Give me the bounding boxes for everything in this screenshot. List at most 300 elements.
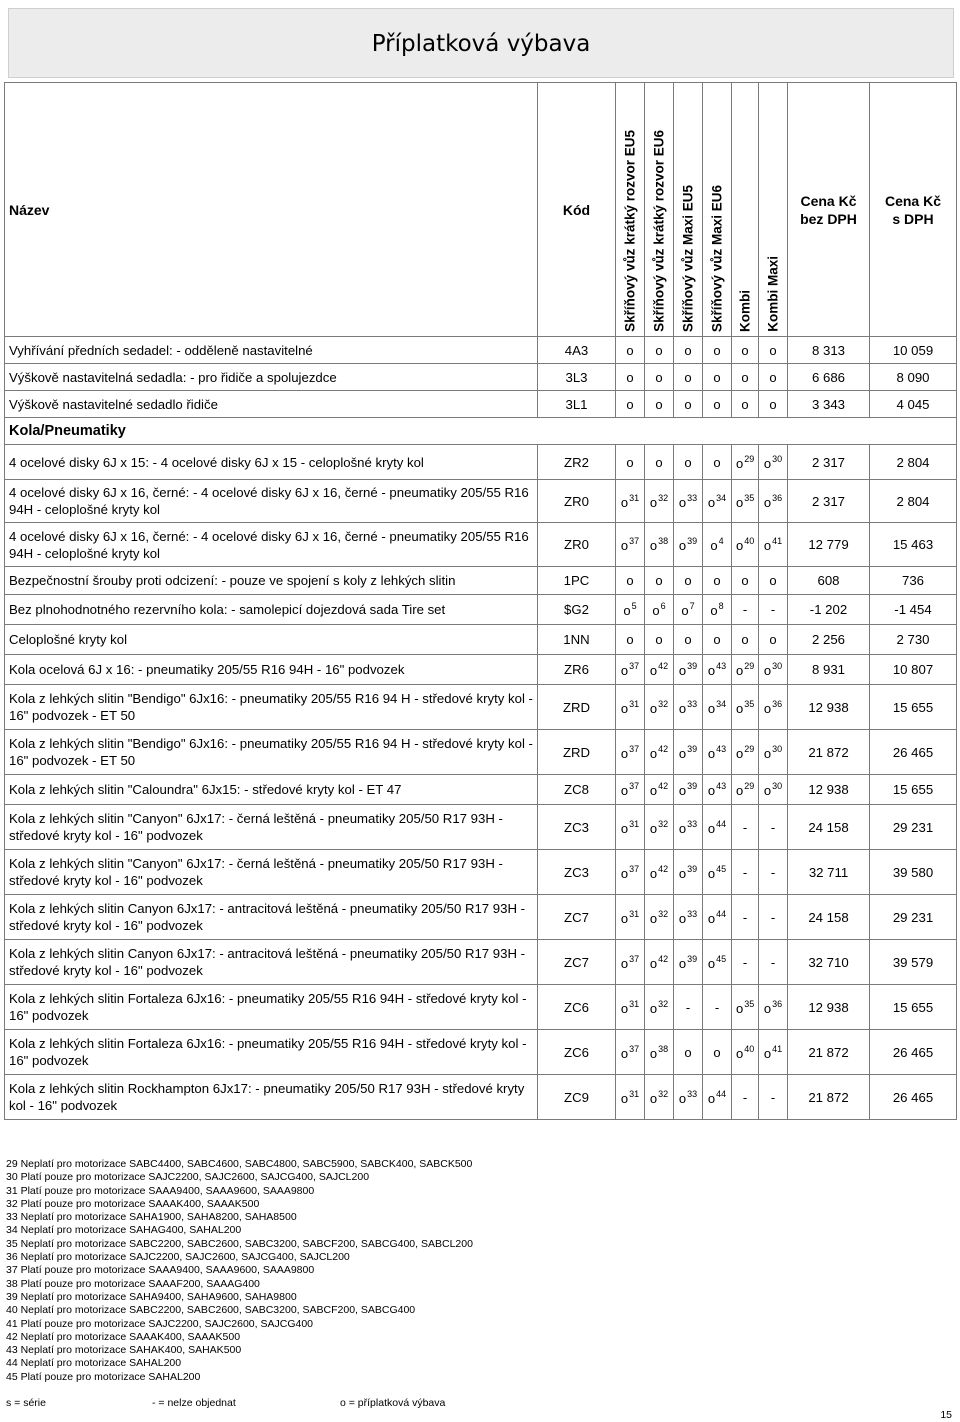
footnote: 39 Neplatí pro motorizace SAHA9400, SAHA9600, SAHA9800 xyxy=(6,1290,297,1303)
item-code: ZR2 xyxy=(538,445,616,480)
availability-cell xyxy=(759,850,788,895)
price-gross: 15 655 xyxy=(870,685,957,730)
availability-cell xyxy=(645,364,674,391)
header-variant xyxy=(703,83,732,337)
table-row xyxy=(5,730,957,775)
availability-cell xyxy=(616,625,645,655)
item-name: Bezpečnostní šrouby proti odcizení: - pouze ve spojení s koly z lehkých slitin xyxy=(5,567,538,595)
availability-cell xyxy=(616,730,645,775)
footnote: 37 Platí pouze pro motorizace SAAA9400, SAAA9600, SAAA9800 xyxy=(6,1264,315,1277)
availability-cell xyxy=(759,685,788,730)
availability-mark: o xyxy=(678,745,687,761)
availability-mark: o xyxy=(713,369,721,385)
availability-mark: o xyxy=(649,783,658,798)
availability-cell xyxy=(674,685,703,730)
availability-mark: o xyxy=(655,396,663,412)
availability-cell xyxy=(645,567,674,595)
footnote-ref: 39 xyxy=(687,536,698,546)
availability-cell xyxy=(645,685,674,730)
availability-cell xyxy=(759,364,788,391)
availability-cell xyxy=(645,985,674,1030)
availability-cell xyxy=(645,1030,674,1075)
availability-cell xyxy=(645,1075,674,1120)
footnote: 40 Neplatí pro motorizace SABC2200, SABC2600, SABC3200, SABCF200, SABCG400 xyxy=(6,1304,416,1317)
availability-cell xyxy=(759,1075,788,1120)
availability-mark: o xyxy=(626,369,634,385)
availability-mark: o xyxy=(655,573,663,588)
availability-mark: o xyxy=(763,494,772,510)
availability-mark: o xyxy=(707,865,716,881)
footnote-ref: 32 xyxy=(658,818,669,829)
availability-cell xyxy=(732,805,759,850)
table-row xyxy=(5,775,957,805)
price-net: 21 872 xyxy=(788,1075,870,1120)
header-variant-label: Skříňový vůz krátký rozvor EU6 xyxy=(651,130,667,332)
price-net: 2 317 xyxy=(788,480,870,523)
item-code: ZRD xyxy=(538,730,616,775)
availability-mark: o xyxy=(713,454,721,470)
item-name: Kola z lehkých slitin "Canyon" 6Jx17: - černá leštěná - pneumatiky 205/50 R17 93H - středové kryty kol - 16" podvozek xyxy=(5,805,538,850)
availability-mark: o xyxy=(710,603,718,618)
availability-mark: o xyxy=(649,1045,658,1061)
footnote-ref: 43 xyxy=(716,781,727,791)
availability-mark: o xyxy=(741,573,749,588)
price-net: 6 686 xyxy=(788,364,870,391)
header-price-net-line1: Cena Kč xyxy=(800,192,857,209)
footnote-ref: 5 xyxy=(631,601,637,611)
availability-cell xyxy=(645,850,674,895)
table-row xyxy=(5,655,957,685)
price-net: 32 710 xyxy=(788,940,870,985)
table-row xyxy=(5,685,957,730)
availability-cell xyxy=(732,730,759,775)
footnote-ref: 33 xyxy=(687,492,698,503)
availability-mark: o xyxy=(649,494,658,510)
footnote-ref: 6 xyxy=(660,601,666,611)
availability-cell xyxy=(703,805,732,850)
availability-mark: o xyxy=(620,820,629,836)
footnote-ref: 38 xyxy=(658,536,669,546)
header-code: Kód xyxy=(538,83,616,337)
availability-cell xyxy=(703,523,732,567)
availability-mark: o xyxy=(707,1090,716,1106)
footnote-ref: 39 xyxy=(687,953,698,964)
availability-mark: o xyxy=(736,700,744,716)
availability-cell xyxy=(759,480,788,523)
item-code: ZRD xyxy=(538,685,616,730)
availability-mark: o xyxy=(620,1090,629,1106)
footnote-ref: 45 xyxy=(716,863,727,874)
footnotes xyxy=(6,1158,473,1384)
footnote-ref: 33 xyxy=(687,908,698,919)
availability-mark: - xyxy=(770,819,776,835)
footnote-ref: 31 xyxy=(629,908,640,919)
footnote-ref: 40 xyxy=(744,536,755,546)
footnote-ref: 31 xyxy=(629,1088,640,1099)
availability-cell xyxy=(703,337,732,364)
availability-mark: o xyxy=(736,783,744,798)
header-variant xyxy=(732,83,759,337)
availability-cell xyxy=(759,625,788,655)
footnote: 41 Platí pouze pro motorizace SAJC2200, SAJC2600, SAJCG400 xyxy=(6,1317,314,1330)
availability-cell xyxy=(674,940,703,985)
footnote-ref: 7 xyxy=(689,601,695,611)
availability-mark: o xyxy=(713,1044,721,1060)
table-row xyxy=(5,480,957,523)
availability-mark: - xyxy=(685,999,691,1015)
footnote-ref: 37 xyxy=(629,781,640,791)
availability-mark: o xyxy=(626,454,634,470)
availability-mark: o xyxy=(678,783,687,798)
footnote-ref: 42 xyxy=(658,661,669,671)
availability-mark: o xyxy=(678,910,687,926)
availability-cell xyxy=(732,445,759,480)
availability-cell xyxy=(732,625,759,655)
footnote-ref: 42 xyxy=(658,953,669,964)
item-code: ZC6 xyxy=(538,1030,616,1075)
table-row xyxy=(5,523,957,567)
footnote-ref: 39 xyxy=(687,863,698,874)
price-gross: 26 465 xyxy=(870,730,957,775)
item-name: 4 ocelové disky 6J x 16, černé: - 4 ocelové disky 6J x 16, černé - pneumatiky 205/55 R16 94H - celoplošné kryty kol xyxy=(5,523,538,567)
item-name: Kola z lehkých slitin Fortaleza 6Jx16: - pneumatiky 205/55 R16 94H - středové kryty kol - 16" podvozek xyxy=(5,985,538,1030)
table-row xyxy=(5,445,957,480)
availability-mark: o xyxy=(710,538,718,553)
price-gross: 26 465 xyxy=(870,1075,957,1120)
availability-cell xyxy=(732,337,759,364)
price-gross: 2 804 xyxy=(870,480,957,523)
table-row xyxy=(5,337,957,364)
header-price-gross xyxy=(870,83,957,337)
availability-cell xyxy=(645,480,674,523)
footnote-ref: 32 xyxy=(658,998,669,1009)
availability-mark: o xyxy=(713,632,721,647)
item-code: ZR6 xyxy=(538,655,616,685)
availability-mark: - xyxy=(742,602,748,617)
header-price-gross-line2: s DPH xyxy=(892,210,934,227)
availability-cell xyxy=(616,523,645,567)
availability-cell xyxy=(703,480,732,523)
price-gross: 29 231 xyxy=(870,805,957,850)
header-variant xyxy=(674,83,703,337)
availability-cell xyxy=(703,940,732,985)
item-name: Kola ocelová 6J x 16: - pneumatiky 205/55 R16 94H - 16" podvozek xyxy=(5,655,538,685)
header-price-gross-line1: Cena Kč xyxy=(884,192,942,209)
availability-mark: o xyxy=(652,603,660,618)
item-name: 4 ocelové disky 6J x 16, černé: - 4 ocelové disky 6J x 16, černé - pneumatiky 205/55 R16 94H - celoplošné kryty kol xyxy=(5,480,538,523)
footnote-ref: 36 xyxy=(772,998,783,1009)
availability-cell xyxy=(759,730,788,775)
availability-mark: o xyxy=(736,663,744,678)
availability-mark: o xyxy=(707,910,716,926)
availability-cell xyxy=(732,775,759,805)
availability-mark: o xyxy=(763,1045,772,1061)
price-net: 8 931 xyxy=(788,655,870,685)
availability-cell xyxy=(616,1030,645,1075)
price-net: 12 938 xyxy=(788,985,870,1030)
availability-mark: o xyxy=(763,700,772,716)
footnote-ref: 34 xyxy=(716,492,727,503)
availability-mark: o xyxy=(620,955,629,971)
availability-cell xyxy=(645,391,674,418)
footnote-ref: 33 xyxy=(687,818,698,829)
availability-mark: - xyxy=(770,602,776,617)
availability-cell xyxy=(674,730,703,775)
table-body xyxy=(5,337,957,1120)
footnote-ref: 39 xyxy=(687,781,698,791)
availability-mark: o xyxy=(684,632,692,647)
footnote: 35 Neplatí pro motorizace SABC2200, SABC2600, SABC3200, SABCF200, SABCG400, SABCL200 xyxy=(6,1237,473,1250)
availability-cell xyxy=(703,595,732,625)
availability-cell xyxy=(616,805,645,850)
price-gross: 39 579 xyxy=(870,940,957,985)
footnote-ref: 36 xyxy=(772,492,783,503)
availability-cell xyxy=(703,685,732,730)
legend-serie: s = série xyxy=(6,1397,46,1409)
item-name: Výškově nastavitelné sedadlo řidiče xyxy=(5,391,538,418)
header-variant-label: Skříňový vůz Maxi EU6 xyxy=(709,184,725,332)
footnote-ref: 37 xyxy=(629,1043,640,1054)
item-name: 4 ocelové disky 6J x 15: - 4 ocelové disky 6J x 15 - celoplošné kryty kol xyxy=(5,445,538,480)
availability-mark: o xyxy=(649,745,658,761)
availability-cell xyxy=(645,805,674,850)
availability-cell xyxy=(732,567,759,595)
footnote: 33 Neplatí pro motorizace SAHA1900, SAHA8200, SAHA8500 xyxy=(6,1211,297,1224)
availability-mark: o xyxy=(736,1000,744,1016)
availability-cell xyxy=(616,337,645,364)
availability-mark: - xyxy=(770,909,776,925)
item-name: Kola z lehkých slitin "Bendigo" 6Jx16: - pneumatiky 205/55 R16 94 H - středové kryty kol - 16" podvozek - ET 50 xyxy=(5,685,538,730)
section-title: Kola/Pneumatiky xyxy=(5,418,957,445)
availability-mark: o xyxy=(769,632,777,647)
footnote-ref: 38 xyxy=(658,1043,669,1054)
availability-mark: o xyxy=(620,783,629,798)
availability-cell xyxy=(732,940,759,985)
item-code: ZC8 xyxy=(538,775,616,805)
page-title: Příplatková výbava xyxy=(371,31,591,57)
availability-mark: o xyxy=(620,910,629,926)
price-gross: 4 045 xyxy=(870,391,957,418)
availability-mark: o xyxy=(684,1044,692,1060)
availability-cell xyxy=(616,940,645,985)
availability-mark: o xyxy=(655,369,663,385)
footnote: 42 Neplatí pro motorizace SAAAK400, SAAAK500 xyxy=(6,1330,241,1343)
footnote-ref: 33 xyxy=(687,1088,698,1099)
footnote: 45 Platí pouze pro motorizace SAHAL200 xyxy=(6,1370,201,1383)
table-row xyxy=(5,850,957,895)
availability-cell xyxy=(616,775,645,805)
availability-cell xyxy=(732,1030,759,1075)
availability-mark: o xyxy=(763,783,772,798)
item-name: Celoplošné kryty kol xyxy=(5,625,538,655)
footnote-ref: 31 xyxy=(629,818,640,829)
footnote-ref: 31 xyxy=(629,698,640,709)
availability-cell xyxy=(645,625,674,655)
availability-cell xyxy=(732,523,759,567)
availability-mark: o xyxy=(707,700,716,716)
availability-mark: o xyxy=(681,603,689,618)
availability-mark: - xyxy=(742,954,748,970)
title-banner xyxy=(8,8,954,78)
availability-cell xyxy=(732,1075,759,1120)
table-row xyxy=(5,1075,957,1120)
availability-cell xyxy=(645,523,674,567)
availability-mark: o xyxy=(626,342,634,358)
price-net: 21 872 xyxy=(788,730,870,775)
availability-mark: o xyxy=(678,865,687,881)
footnote: 34 Neplatí pro motorizace SAHAG400, SAHAL200 xyxy=(6,1224,242,1237)
availability-cell xyxy=(759,1030,788,1075)
availability-mark: - xyxy=(742,1089,748,1105)
availability-mark: o xyxy=(684,342,692,358)
availability-mark: o xyxy=(626,632,634,647)
availability-mark: o xyxy=(741,342,749,358)
price-net: 2 317 xyxy=(788,445,870,480)
availability-cell xyxy=(616,985,645,1030)
availability-mark: o xyxy=(769,573,777,588)
footnote-ref: 40 xyxy=(744,1043,755,1054)
availability-mark: o xyxy=(649,910,658,926)
availability-mark: o xyxy=(678,663,687,678)
availability-mark: - xyxy=(742,864,748,880)
availability-cell xyxy=(645,940,674,985)
availability-cell xyxy=(759,337,788,364)
availability-mark: o xyxy=(741,369,749,385)
availability-cell xyxy=(616,364,645,391)
item-name: Výškově nastavitelná sedadla: - pro řidiče a spolujezdce xyxy=(5,364,538,391)
availability-mark: o xyxy=(769,342,777,358)
table-row xyxy=(5,985,957,1030)
availability-cell xyxy=(732,895,759,940)
footnote: 38 Platí pouze pro motorizace SAAAF200, SAAAG400 xyxy=(6,1277,260,1290)
availability-mark: o xyxy=(736,494,744,510)
availability-mark: o xyxy=(649,700,658,716)
header-price-net xyxy=(788,83,870,337)
price-gross: 10 059 xyxy=(870,337,957,364)
availability-mark: o xyxy=(620,700,629,716)
availability-cell xyxy=(616,480,645,523)
footnote-ref: 32 xyxy=(658,1088,669,1099)
footnote-ref: 30 xyxy=(772,661,783,671)
availability-cell xyxy=(674,850,703,895)
availability-cell xyxy=(645,337,674,364)
availability-mark: o xyxy=(620,1000,629,1016)
footnote-ref: 35 xyxy=(744,698,755,709)
availability-cell xyxy=(616,850,645,895)
price-gross: 26 465 xyxy=(870,1030,957,1075)
availability-mark: o xyxy=(678,955,687,971)
availability-cell xyxy=(759,445,788,480)
availability-cell xyxy=(732,985,759,1030)
footnote-ref: 8 xyxy=(718,601,724,611)
item-code: ZC7 xyxy=(538,895,616,940)
availability-cell xyxy=(732,850,759,895)
availability-cell xyxy=(645,775,674,805)
availability-mark: o xyxy=(684,369,692,385)
availability-mark: o xyxy=(713,342,721,358)
footnote-ref: 30 xyxy=(772,743,783,754)
availability-cell xyxy=(674,1030,703,1075)
item-name: Kola z lehkých slitin Canyon 6Jx17: - antracitová leštěná - pneumatiky 205/50 R17 93H - středové kryty kol - 16" podvozek xyxy=(5,895,538,940)
price-gross: -1 454 xyxy=(870,595,957,625)
item-code: 1PC xyxy=(538,567,616,595)
footnote-ref: 32 xyxy=(658,492,669,503)
footnote-ref: 45 xyxy=(716,953,727,964)
availability-mark: o xyxy=(623,603,631,618)
price-gross: 15 655 xyxy=(870,775,957,805)
availability-mark: o xyxy=(707,663,716,678)
availability-mark: - xyxy=(742,819,748,835)
header-variant xyxy=(616,83,645,337)
availability-mark: o xyxy=(649,820,658,836)
availability-cell xyxy=(674,337,703,364)
availability-cell xyxy=(703,567,732,595)
availability-cell xyxy=(674,805,703,850)
item-code: 3L1 xyxy=(538,391,616,418)
footnote: 32 Platí pouze pro motorizace SAAAK400, SAAAK500 xyxy=(6,1197,260,1210)
availability-mark: o xyxy=(684,396,692,412)
availability-cell xyxy=(645,895,674,940)
item-name: Vyhřívání předních sedadel: - odděleně nastavitelné xyxy=(5,337,538,364)
availability-cell xyxy=(703,850,732,895)
footnote-ref: 32 xyxy=(658,698,669,709)
footnote-ref: 41 xyxy=(772,536,783,546)
price-net: 32 711 xyxy=(788,850,870,895)
availability-mark: o xyxy=(763,455,772,471)
availability-mark: o xyxy=(741,632,749,647)
footnote-ref: 36 xyxy=(772,698,783,709)
item-name: Bez plnohodnotného rezervního kola: - samolepicí dojezdová sada Tire set xyxy=(5,595,538,625)
availability-mark: o xyxy=(678,1090,687,1106)
header-name: Název xyxy=(5,83,538,337)
availability-cell xyxy=(732,391,759,418)
table-row xyxy=(5,391,957,418)
price-net: 12 938 xyxy=(788,775,870,805)
availability-cell xyxy=(674,364,703,391)
availability-cell xyxy=(674,625,703,655)
availability-cell xyxy=(759,523,788,567)
availability-mark: o xyxy=(741,396,749,412)
price-net: -1 202 xyxy=(788,595,870,625)
availability-cell xyxy=(674,391,703,418)
footnote-ref: 37 xyxy=(629,863,640,874)
availability-cell xyxy=(759,391,788,418)
options-table xyxy=(4,82,957,1120)
availability-cell xyxy=(616,445,645,480)
footnote-ref: 43 xyxy=(716,743,727,754)
availability-mark: o xyxy=(736,455,744,471)
footnote-ref: 39 xyxy=(687,743,698,754)
availability-mark: o xyxy=(678,494,687,510)
availability-cell xyxy=(645,655,674,685)
availability-mark: - xyxy=(770,954,776,970)
availability-cell xyxy=(703,775,732,805)
footnote-ref: 30 xyxy=(772,781,783,791)
availability-mark: o xyxy=(763,538,772,553)
footnote: 44 Neplatí pro motorizace SAHAL200 xyxy=(6,1357,182,1370)
item-name: Kola z lehkých slitin "Canyon" 6Jx17: - černá leštěná - pneumatiky 205/50 R17 93H - středové kryty kol - 16" podvozek xyxy=(5,850,538,895)
availability-cell xyxy=(759,805,788,850)
footnote-ref: 29 xyxy=(744,661,755,671)
availability-cell xyxy=(703,730,732,775)
availability-mark: o xyxy=(736,538,744,553)
availability-cell xyxy=(703,895,732,940)
footnote-ref: 29 xyxy=(744,743,755,754)
availability-mark: o xyxy=(678,820,687,836)
availability-cell xyxy=(674,1075,703,1120)
availability-cell xyxy=(703,625,732,655)
availability-mark: o xyxy=(655,454,663,470)
